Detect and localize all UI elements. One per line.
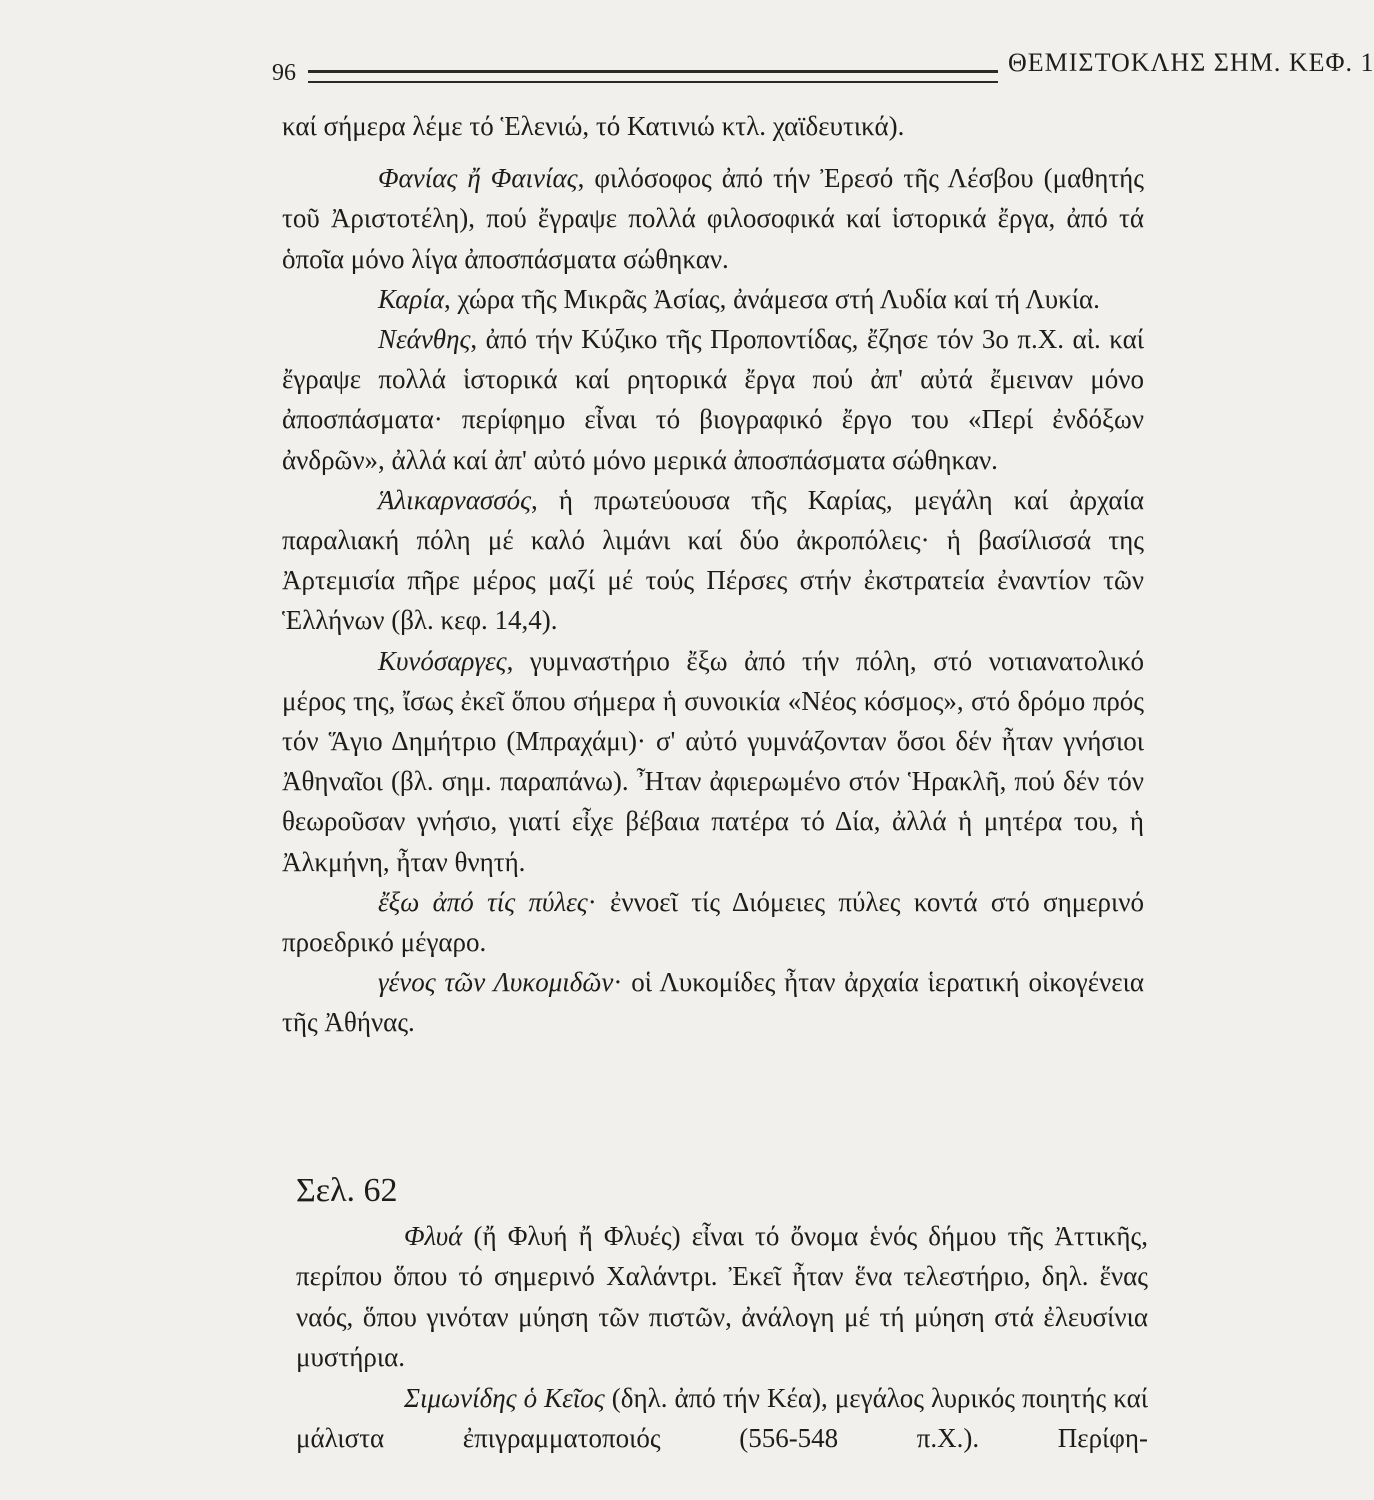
paragraph [296,1216,1148,1378]
paragraph-text: · οἱ Λυκομίδες ἦταν ἀρχαία ἱερατική οἰκογένεια τῆς Ἀθήνας. [282,967,1144,1038]
running-head: ΘΕΜΙΣΤΟΚΛΗΣ ΣΗΜ. ΚΕΦ. 1 [1008,48,1374,77]
glossary-term: Κυνόσαργες [378,645,507,676]
paragraph-text: (ἤ Φλυή ἤ Φλυές) εἶναι τό ὄνομα ἑνός δήμου τῆς Ἀττικῆς, περίπου ὅπου τό σημερινό Χαλάντρι. Ἐκεῖ ἦταν ἕνα τελεστήριο, δηλ. ἕνας ναός, ὅπου γινόταν μύηση τῶν πιστῶν, ἀνάλογη μέ τή μύηση στά ἐλευσίνια μυστήρια. [296,1221,1148,1373]
glossary-term: ἔξω ἀπό τίς πύλες [378,886,588,917]
glossary-term: Ἁλικαρνασσός [378,484,532,515]
paragraph [282,641,1144,882]
paragraph-text: , χώρα τῆς Μικρᾶς Ἀσίας, ἀνάμεσα στή Λυδία καί τή Λυκία. [444,283,1100,314]
paragraph-text: , ἡ πρωτεύουσα τῆς Καρίας, μεγάλη καί ἀρχαία παραλιακή πόλη μέ καλό λιμάνι καί δύο ἀκροπόλεις· ἡ βασίλισσά της Ἀρτεμισία πῆρε μέρος μαζί μέ τούς Πέρσες στήν ἐκστρατεία ἐναντίον τῶν Ἑλλήνων (βλ. κεφ. 14,4). [282,484,1144,636]
paragraph [296,1378,1148,1459]
paragraph-text: , φιλόσοφος ἀπό τήν Ἐρεσό τῆς Λέσβου (μαθητής τοῦ Ἀριστοτέλη), πού ἔγραψε πολλά φιλοσοφικά καί ἱστορικά ἔργα, ἀπό τά ὁποῖα μόνο λίγα ἀποσπάσματα σώθηκαν. [282,163,1144,274]
page-number: 96 [272,60,296,86]
section-body-text [296,1216,1148,1458]
paragraph [282,106,1144,146]
page-header [272,44,1374,86]
glossary-term: γένος τῶν Λυκομιδῶν [378,967,614,998]
paragraph-text: · ἐννοεῖ τίς Διόμειες πύλες κοντά στό σημερινό προεδρικό μέγαρο. [282,886,1144,958]
paragraph-text: καί σήμερα λέμε τό Ἑλενιώ, τό Κατινιώ κτλ. χαϊδευτικά). [282,111,905,141]
paragraph-text: , ἀπό τήν Κύζικο τῆς Προποντίδας, ἔζησε τόν 3ο π.Χ. αἰ. καί ἔγραψε πολλά ἱστορικά καί ρητορικά ἔργα πού ἀπ' αὐτά ἔμειναν μόνο ἀποσπάσματα· περίφημο εἶναι τό βιογραφικό ἔργο του «Περί ἐνδόξων ἀνδρῶν», ἀλλά καί ἀπ' αὐτό μόνο μερικά ἀποσπάσματα σώθηκαν. [282,324,1144,475]
paragraph [282,319,1144,480]
paragraph [282,882,1144,962]
glossary-term: Φανίας ἤ Φαινίας [378,163,578,194]
paragraph [282,158,1144,279]
paragraph [282,480,1144,641]
paragraph [282,962,1144,1042]
glossary-term: Καρία [378,283,445,314]
paragraph-text: (δηλ. ἀπό τήν Κέα), μεγάλος λυρικός ποιητής καί μάλιστα ἐπιγραμματοποιός (556-548 π.Χ.). Περίφη- [296,1382,1148,1454]
body-text [282,106,1144,1043]
glossary-term: Φλυά [404,1221,463,1251]
section-heading: Σελ. 62 [296,1172,398,1209]
paragraph-text: , γυμναστήριο ἔξω ἀπό τήν πόλη, στό νοτιανατολικό μέρος της, ἴσως ἐκεῖ ὅπου σήμερα ἡ συνοικία «Νέος κόσμος», στό δρόμο πρός τόν Ἅγιο Δημήτριο (Μπραχάμι)· σ' αὐτό γυμνάζονταν ὅσοι δέν ἦταν γνήσιοι Ἀθηναῖοι (βλ. σημ. παραπάνω). Ἦταν ἀφιερωμένο στόν Ἡρακλῆ, πού δέν τόν θεωροῦσαν γνήσιο, γιατί εἶχε βέβαια πατέρα τό Δία, ἀλλά ἡ μητέρα του, ἡ Ἀλκμήνη, ἦταν θνητή. [282,645,1144,877]
glossary-term: Σιμωνίδης ὁ Κεῖος [404,1382,605,1413]
glossary-term: Νεάνθης [378,324,471,355]
header-double-rule [308,70,998,83]
paragraph [282,279,1144,319]
